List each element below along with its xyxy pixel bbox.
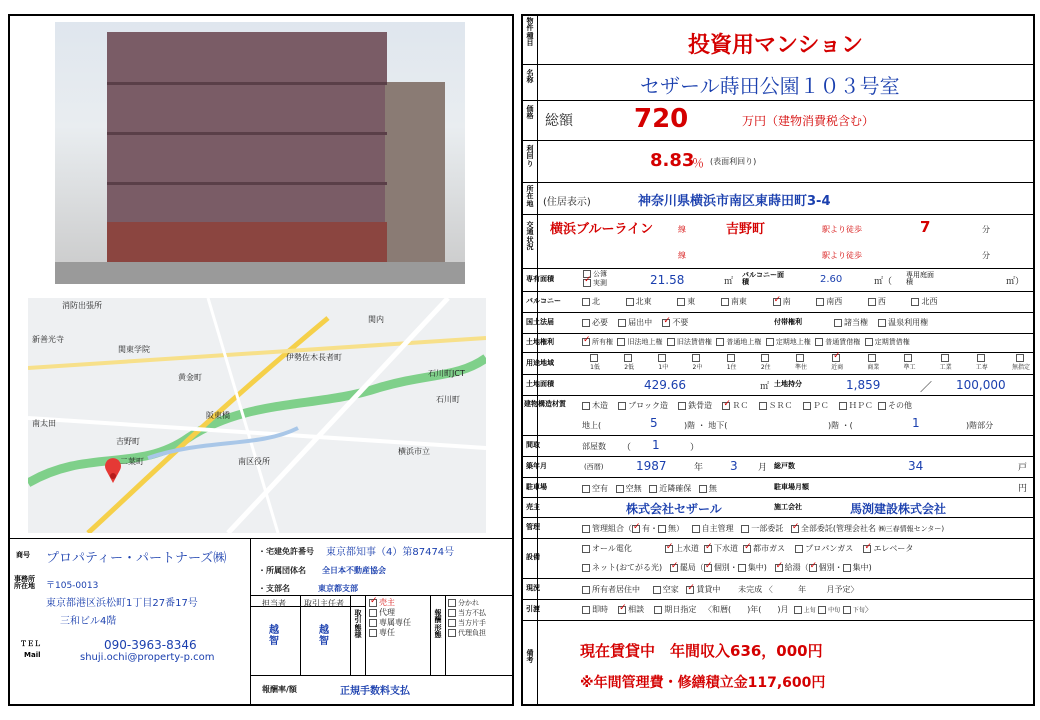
exclusive-area-label: 専有面積: [526, 275, 554, 283]
delivery-options: 即時 ✓ 相談 期日指定 〈和暦( )年( )月 上旬 中旬 下旬〉: [582, 604, 873, 615]
fee-type-label: 報酬形態: [434, 609, 442, 640]
listing-title: 投資用マンション: [688, 33, 864, 58]
map-label: 黄金町: [178, 373, 202, 382]
map-svg: [28, 298, 486, 533]
land-right-checkbox[interactable]: [815, 338, 823, 346]
fee-options: 分かれ 当方不払 当方片手 代理負担: [448, 598, 486, 638]
transport-label: 交通状況: [526, 221, 534, 252]
manager-label: 取引主任者: [304, 599, 344, 608]
built-month: 3: [730, 459, 738, 473]
management-label: 管理: [526, 523, 540, 531]
exclusive-area-value: 21.58: [650, 273, 685, 287]
structure-options: 木造 ブロック造 鉄骨造 ✓ ＲＣ ＳＲＣ ＰＣ ＨＰＣ その他: [582, 400, 912, 411]
land-law-checkbox[interactable]: [618, 319, 626, 327]
status-checkbox[interactable]: [582, 586, 590, 594]
land-law-label: 国土法届: [526, 318, 554, 326]
real-checkbox[interactable]: [583, 279, 591, 287]
email-address[interactable]: shuji.ochi@property-p.com: [80, 652, 215, 663]
location-map[interactable]: [28, 298, 486, 533]
structure-checkbox[interactable]: [759, 402, 767, 410]
structure-checkbox[interactable]: [618, 402, 626, 410]
price-unit: 万円（建物消費税含む）: [742, 114, 875, 128]
land-right-checkbox[interactable]: [865, 338, 873, 346]
builder-name: 馬渕建設株式会社: [850, 502, 947, 516]
deal-checkbox[interactable]: [369, 629, 377, 637]
land-area-unit: ㎡: [760, 382, 770, 392]
fee-checkbox[interactable]: [448, 609, 456, 617]
building-photo: [55, 22, 465, 284]
reward-label: 報酬率/額: [262, 685, 297, 694]
parking-fee-label: 駐車場月額: [774, 483, 809, 491]
facility-checkbox[interactable]: [704, 545, 712, 553]
building-side: [385, 82, 445, 262]
direction-checkbox[interactable]: [773, 298, 781, 306]
delivery-checkbox[interactable]: [582, 606, 590, 614]
kind-label: 物件種目: [526, 17, 534, 48]
mgmt-yes-checkbox[interactable]: [632, 525, 640, 533]
map-label: 南太田: [32, 419, 56, 428]
balcony-direction-label: バルコニー: [526, 297, 561, 305]
parking-checkbox[interactable]: [582, 485, 590, 493]
fee-checkbox[interactable]: [448, 619, 456, 627]
license-number: 東京都知事（4）第87474号: [326, 547, 455, 558]
floors-above-value: 5: [650, 416, 658, 430]
structure-checkbox[interactable]: [878, 402, 886, 410]
land-right-options: ✓ 所有権 旧法地上権 旧法賃借権 普通地上権 定期地上権 普通賃借権 定期賃借権: [582, 337, 910, 347]
staff-label: 担当者: [262, 599, 286, 608]
area-basis: 公簿 ✓実測: [583, 270, 607, 288]
facility-checkbox[interactable]: [743, 545, 751, 553]
facilities-label: 設備: [526, 553, 540, 561]
location-label: 所在地: [526, 185, 534, 208]
facility-checkbox[interactable]: [670, 564, 678, 572]
map-label: 伊勢佐木長者町: [286, 353, 342, 362]
garden-area-label: 専用庭面積: [906, 271, 934, 286]
remarks-line-1: 現在賃貸中 年間収入636，000円: [580, 642, 823, 660]
reward-value: 正規手数料支払: [340, 686, 410, 697]
tel-number[interactable]: 090-3963-8346: [104, 638, 197, 652]
facility-checkbox[interactable]: [582, 564, 590, 572]
deal-options: ✓売主 代理 専属専任 専任: [369, 598, 411, 638]
seller-name: 株式会社セザール: [626, 502, 722, 516]
facilities-row-2: ネット(おてがる光) ✓ 罷局（✓ 個別・ 集中) ✓ 給湯（✓ 個別・ 集中): [582, 562, 872, 573]
delivery-checkbox[interactable]: [843, 606, 851, 614]
facility-checkbox[interactable]: [843, 564, 851, 572]
yield-value: 8.83: [650, 150, 695, 171]
attached-rights-label: 付帯権利: [774, 318, 802, 326]
month-unit: 月: [758, 463, 768, 473]
map-label: 関東学院: [118, 345, 150, 354]
deal-checkbox[interactable]: [369, 619, 377, 627]
map-label: 二葉町: [120, 457, 144, 466]
yield-label: 利回り: [526, 145, 534, 168]
structure-checkbox[interactable]: [722, 402, 730, 410]
minute-unit: 分: [982, 225, 990, 234]
attached-checkbox[interactable]: [834, 319, 842, 327]
remarks-label: 備考: [526, 649, 534, 665]
structure-label: 建物構造材質: [524, 400, 566, 408]
status-checkbox[interactable]: [653, 586, 661, 594]
trade-name: プロパティー・パートナーズ㈱: [46, 551, 227, 566]
zone-checkbox[interactable]: [727, 354, 735, 362]
zone-checkbox[interactable]: [692, 354, 700, 362]
room-count-close: ）: [690, 443, 700, 453]
structure-checkbox[interactable]: [839, 402, 847, 410]
price-label: 価格: [526, 105, 534, 121]
line2-suffix: 線: [678, 251, 686, 260]
office-address: 東京都港区浜松町1丁目27番17号: [46, 598, 198, 609]
yield-unit: ％: [692, 156, 705, 170]
remarks-line-2: ※年間管理費・修繕積立金117,600円: [580, 675, 826, 691]
zone-checkbox[interactable]: [904, 354, 912, 362]
room-count-open: （: [622, 443, 632, 453]
map-label: 関内: [368, 315, 384, 324]
era-label: (西暦): [584, 463, 604, 471]
balcony-directions: 北 北東 東 南東 ✓ 南 南西 西 北西: [582, 296, 937, 307]
map-label: 消防出張所: [62, 301, 102, 310]
year-unit: 年: [694, 463, 704, 473]
land-right-checkbox[interactable]: [582, 338, 590, 346]
facility-checkbox[interactable]: [738, 564, 746, 572]
zone-checkbox[interactable]: [658, 354, 666, 362]
total-units-value: 34: [908, 459, 924, 473]
address-type: (住居表示): [543, 197, 591, 208]
deal-type-label: 取引態様: [354, 609, 362, 640]
structure-checkbox[interactable]: [678, 402, 686, 410]
floor-suffix: )階部分: [966, 421, 994, 430]
facility-checkbox[interactable]: [863, 545, 871, 553]
property-name: セザール蒔田公園１０３号室: [640, 74, 900, 98]
units-unit: 戸: [1018, 463, 1028, 473]
facility-checkbox[interactable]: [665, 545, 673, 553]
parking-checkbox[interactable]: [649, 485, 657, 493]
built-year: 1987: [636, 459, 667, 473]
mgmt-no-checkbox[interactable]: [658, 525, 666, 533]
delivery-checkbox[interactable]: [654, 606, 662, 614]
facility-checkbox[interactable]: [704, 564, 712, 572]
name-label: 名称: [526, 69, 534, 85]
floor-position-label: )階 ・(: [828, 421, 853, 430]
direction-checkbox[interactable]: [911, 298, 919, 306]
facility-checkbox[interactable]: [582, 545, 590, 553]
balcony-area-label: バルコニー面積: [742, 271, 784, 286]
price-total-label: 総額: [545, 113, 573, 129]
room-count-value: 1: [652, 438, 660, 452]
direction-checkbox[interactable]: [721, 298, 729, 306]
branch-name: 東京都支部: [318, 584, 358, 593]
facility-checkbox[interactable]: [795, 545, 803, 553]
floor-value: 1: [912, 416, 920, 430]
floors-below-label: )階 ・ 地下(: [684, 421, 728, 430]
zone-checkbox[interactable]: [1016, 354, 1024, 362]
office-building: 三和ビル4階: [60, 616, 117, 627]
land-right-checkbox[interactable]: [766, 338, 774, 346]
attached-rights-options: 諸当権 温泉利用権: [834, 317, 928, 328]
delivery-checkbox[interactable]: [794, 606, 802, 614]
address-label: 事務所所在地: [14, 575, 35, 590]
land-right-checkbox[interactable]: [667, 338, 675, 346]
delivery-checkbox[interactable]: [618, 606, 626, 614]
mgmt-checkbox[interactable]: [582, 525, 590, 533]
land-law-checkbox[interactable]: [662, 319, 670, 327]
built-date-label: 築年月: [526, 462, 547, 470]
land-share-label: 土地持分: [774, 380, 802, 388]
land-law-checkbox[interactable]: [582, 319, 590, 327]
management-options: 管理組合（✓ 有・ 無） 自主管理 一部委託 ✓ 全部委託(管理会社名 ㈱三春情報センター): [582, 523, 944, 534]
license-label: ・宅建免許番号: [258, 547, 314, 556]
address-value: 神奈川県横浜市南区東蒔田町3-4: [638, 194, 831, 209]
use-zone-options: 1低 2低 1中 2中 1住 2住 準住 ✓ 近商 商業 準工 工業 工専 無指定: [590, 354, 1030, 371]
manager-name: 越智: [319, 625, 329, 647]
station-name: 吉野町: [726, 222, 766, 237]
map-label: 南区役所: [238, 457, 270, 466]
facility-checkbox[interactable]: [809, 564, 817, 572]
zone-checkbox[interactable]: [977, 354, 985, 362]
delivery-label: 引渡: [526, 605, 540, 613]
map-label: 新善光寺: [32, 335, 64, 344]
map-label: 横浜市立: [398, 447, 430, 456]
land-right-checkbox[interactable]: [716, 338, 724, 346]
area-unit: ㎡: [724, 277, 734, 287]
mgmt-checkbox[interactable]: [741, 525, 749, 533]
zone-checkbox[interactable]: [590, 354, 598, 362]
room-count-label: 部屋数: [582, 442, 606, 451]
mgmt-checkbox[interactable]: [692, 525, 700, 533]
facilities-row-1: オール電化 ✓ 上水道 ✓ 下水道 ✓ 都市ガス プロパンガス ✓ エレベータ: [582, 543, 913, 554]
minute-unit-2: 分: [982, 251, 990, 260]
deal-checkbox[interactable]: [369, 599, 377, 607]
area-unit-3: ㎡）: [1006, 277, 1025, 287]
seller-label: 売主: [526, 503, 540, 511]
zip-code: 〒105-0013: [46, 581, 99, 591]
land-share-separator: ／: [920, 380, 933, 394]
staff-name: 越智: [269, 625, 279, 647]
direction-checkbox[interactable]: [582, 298, 590, 306]
floor-plan-label: 間取: [526, 441, 540, 449]
facility-checkbox[interactable]: [775, 564, 783, 572]
map-label: 阪東橋: [206, 411, 230, 420]
direction-checkbox[interactable]: [868, 298, 876, 306]
structure-checkbox[interactable]: [582, 402, 590, 410]
org-label: ・所属団体名: [258, 566, 306, 575]
land-share-numerator: 1,859: [846, 378, 881, 392]
trade-name-label: 商号: [16, 551, 30, 559]
land-share-denominator: 100,000: [956, 378, 1006, 392]
structure-checkbox[interactable]: [803, 402, 811, 410]
parking-fee-unit: 円: [1018, 484, 1028, 494]
map-label: 吉野町: [116, 437, 140, 446]
map-label: 石川町JCT: [428, 369, 465, 378]
land-area-value: 429.66: [644, 378, 686, 392]
zone-checkbox[interactable]: [761, 354, 769, 362]
line-suffix: 線: [678, 225, 686, 234]
yield-note: (表面利回り): [710, 157, 757, 166]
walk-minutes: 7: [920, 218, 931, 236]
area-unit-2: ㎡（: [874, 277, 893, 287]
total-units-label: 総戸数: [774, 462, 795, 470]
land-law-options: 必要 届出中 ✓ 不要: [582, 317, 688, 328]
branch-label: ・支部名: [258, 584, 290, 593]
land-right-checkbox[interactable]: [617, 338, 625, 346]
mail-label: Mail: [24, 651, 41, 659]
direction-checkbox[interactable]: [677, 298, 685, 306]
train-line: 横浜ブルーライン: [550, 222, 654, 237]
map-label: 石川町: [436, 395, 460, 404]
status-label: 現況: [526, 584, 540, 592]
builder-label: 施工会社: [774, 503, 802, 511]
land-right-label: 土地権利: [526, 338, 554, 346]
mgmt-checkbox[interactable]: [791, 525, 799, 533]
fee-checkbox[interactable]: [448, 629, 456, 637]
parking-checkbox[interactable]: [616, 485, 624, 493]
parking-options: 空有 空無 近隣確保 無: [582, 483, 717, 494]
zone-checkbox[interactable]: [832, 354, 840, 362]
zone-checkbox[interactable]: [941, 354, 949, 362]
org-name: 全日本不動産協会: [322, 566, 386, 575]
price-value: 720: [634, 104, 689, 134]
balcony-area-value: 2.60: [820, 274, 843, 285]
zone-checkbox[interactable]: [796, 354, 804, 362]
floors-above-label: 地上(: [582, 421, 602, 430]
walk-label-2: 駅より徒歩: [822, 251, 862, 260]
zone-checkbox[interactable]: [624, 354, 632, 362]
attached-checkbox[interactable]: [878, 319, 886, 327]
direction-checkbox[interactable]: [626, 298, 634, 306]
fee-checkbox[interactable]: [448, 599, 456, 607]
status-checkbox[interactable]: [686, 586, 694, 594]
walk-label: 駅より徒歩: [822, 225, 862, 234]
zone-checkbox[interactable]: [868, 354, 876, 362]
status-options: 所有者居住中 空家 ✓ 賃貸中 未完成 〈 年 月予定〉: [582, 584, 859, 595]
deal-checkbox[interactable]: [369, 609, 377, 617]
land-area-label: 土地面積: [526, 380, 554, 388]
parking-checkbox[interactable]: [699, 485, 707, 493]
tel-label: ＴＥＬ: [20, 640, 41, 648]
direction-checkbox[interactable]: [816, 298, 824, 306]
use-zone-label: 用途地域: [526, 359, 554, 367]
parking-label: 駐車場: [526, 483, 547, 491]
delivery-checkbox[interactable]: [818, 606, 826, 614]
